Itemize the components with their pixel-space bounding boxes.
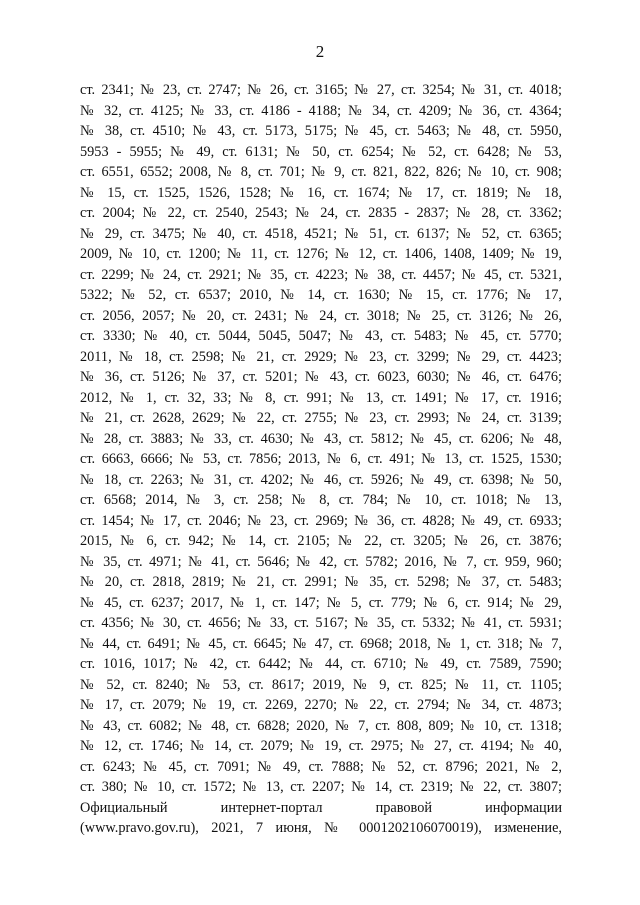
text-line: № 12, ст. 1746; № 14, ст. 2079; № 19, ст. 2975; № 27, ст. 4194; № 40, xyxy=(80,738,562,754)
text-line: № 21, ст. 2628, 2629; № 22, ст. 2755; № 23, ст. 2993; № 24, ст. 3139; xyxy=(80,410,562,426)
text-line: 2012, № 1, ст. 32, 33; № 8, ст. 991; № 13, ст. 1491; № 17, ст. 1916; xyxy=(80,389,562,406)
text-line: № 43, ст. 6082; № 48, ст. 6828; 2020, № 7, ст. 808, 809; № 10, ст. 1318; xyxy=(80,717,562,734)
text-line: ст. 6243; № 45, ст. 7091; № 49, ст. 7888; № 52, ст. 8796; 2021, № 2, xyxy=(80,758,562,775)
text-line: № 44, ст. 6491; № 45, ст. 6645; № 47, ст. 6968; 2018, № 1, ст. 318; № 7, xyxy=(80,635,562,652)
text-line: ст. 6551, 6552; 2008, № 8, ст. 701; № 9, ст. 821, 822, 826; № 10, ст. 908; xyxy=(80,164,562,180)
text-line: (www.pravo.gov.ru), 2021, 7 июня, № 0001202106070019), изменение, xyxy=(80,820,562,836)
text-line: № 20, ст. 2818, 2819; № 21, ст. 2991; № 35, ст. 5298; № 37, ст. 5483; xyxy=(80,574,562,590)
text-line: № 17, ст. 2079; № 19, ст. 2269, 2270; № 22, ст. 2794; № 34, ст. 4873; xyxy=(80,697,562,713)
text-line: 5322; № 52, ст. 6537; 2010, № 14, ст. 1630; № 15, ст. 1776; № 17, xyxy=(80,287,562,303)
text-line: ст. 1016, 1017; № 42, ст. 6442; № 44, ст. 6710; № 49, ст. 7589, 7590; xyxy=(80,656,562,672)
text-line: ст. 2299; № 24, ст. 2921; № 35, ст. 4223; № 38, ст. 4457; № 45, ст. 5321, xyxy=(80,266,562,283)
text-line: № 36, ст. 5126; № 37, ст. 5201; № 43, ст. 6023, 6030; № 46, ст. 6476; xyxy=(80,369,562,385)
text-line: № 35, ст. 4971; № 41, ст. 5646; № 42, ст. 5782; 2016, № 7, ст. 959, 960; xyxy=(80,553,562,570)
text-line: ст. 3330; № 40, ст. 5044, 5045, 5047; № 43, ст. 5483; № 45, ст. 5770; xyxy=(80,328,562,344)
page-number: 2 xyxy=(315,42,325,61)
text-line: ст. 6663, 6666; № 53, ст. 7856; 2013, № 6, ст. 491; № 13, ст. 1525, 1530; xyxy=(80,451,562,467)
text-line: 2009, № 10, ст. 1200; № 11, ст. 1276; № 12, ст. 1406, 1408, 1409; № 19, xyxy=(80,246,562,262)
text-line: 2011, № 18, ст. 2598; № 21, ст. 2929; № 23, ст. 3299; № 29, ст. 4423; xyxy=(80,348,562,365)
text-line: № 29, ст. 3475; № 40, ст. 4518, 4521; № 51, ст. 6137; № 52, ст. 6365; xyxy=(80,225,562,242)
text-line: 2015, № 6, ст. 942; № 14, ст. 2105; № 22, ст. 3205; № 26, ст. 3876; xyxy=(80,533,562,549)
text-line: ст. 4356; № 30, ст. 4656; № 33, ст. 5167; № 35, ст. 5332; № 41, ст. 5931; xyxy=(80,615,562,631)
text-line: 5953 - 5955; № 49, ст. 6131; № 50, ст. 6254; № 52, ст. 6428; № 53, xyxy=(80,143,562,160)
text-line: ст. 1454; № 17, ст. 2046; № 23, ст. 2969; № 36, ст. 4828; № 49, ст. 6933; xyxy=(80,512,562,529)
text-line: ст. 2004; № 22, ст. 2540, 2543; № 24, ст. 2835 - 2837; № 28, ст. 3362; xyxy=(80,205,562,221)
text-line: № 45, ст. 6237; 2017, № 1, ст. 147; № 5, ст. 779; № 6, ст. 914; № 29, xyxy=(80,594,562,611)
text-line: № 18, ст. 2263; № 31, ст. 4202; № 46, ст. 5926; № 49, ст. 6398; № 50, xyxy=(80,471,562,488)
text-line: ст. 6568; 2014, № 3, ст. 258; № 8, ст. 784; № 10, ст. 1018; № 13, xyxy=(80,492,562,508)
text-line: № 28, ст. 3883; № 33, ст. 4630; № 43, ст. 5812; № 45, ст. 6206; № 48, xyxy=(80,430,562,447)
text-line: № 38, ст. 4510; № 43, ст. 5173, 5175; № 45, ст. 5463; № 48, ст. 5950, xyxy=(80,123,562,139)
text-line: № 52, ст. 8240; № 53, ст. 8617; 2019, № 9, ст. 825; № 11, ст. 1105; xyxy=(80,676,562,693)
text-line: ст. 380; № 10, ст. 1572; № 13, ст. 2207; № 14, ст. 2319; № 22, ст. 3807; xyxy=(80,779,562,795)
text-line: ст. 2341; № 23, ст. 2747; № 26, ст. 3165; № 27, ст. 3254; № 31, ст. 4018; xyxy=(80,82,562,98)
text-line: № 32, ст. 4125; № 33, ст. 4186 - 4188; № 34, ст. 4209; № 36, ст. 4364; xyxy=(80,102,562,119)
text-line: ст. 2056, 2057; № 20, ст. 2431; № 24, ст. 3018; № 25, ст. 3126; № 26, xyxy=(80,307,562,324)
text-line: Официальный интернет-портал правовой информации xyxy=(80,799,562,816)
text-line: № 15, ст. 1525, 1526, 1528; № 16, ст. 1674; № 17, ст. 1819; № 18, xyxy=(80,184,562,201)
body-text xyxy=(80,80,562,839)
